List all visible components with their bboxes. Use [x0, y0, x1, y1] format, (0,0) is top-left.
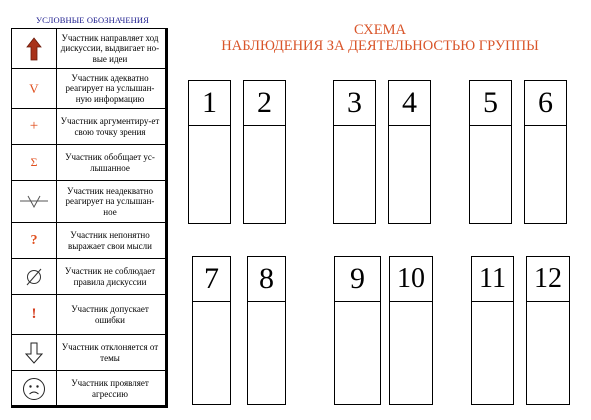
plus-icon: + — [29, 118, 39, 134]
group-number: 12 — [527, 257, 569, 302]
group-number: 2 — [244, 81, 285, 126]
group-box-11 — [471, 256, 514, 405]
group-number: 10 — [390, 257, 432, 302]
group-box-10 — [389, 256, 433, 405]
group-number: 9 — [335, 257, 380, 302]
group-number: 1 — [189, 81, 230, 126]
group-box-2 — [243, 80, 286, 224]
exclamation-icon: ! — [31, 306, 37, 322]
legend-row — [12, 69, 165, 109]
crossed-v-icon — [12, 181, 56, 222]
legend-row — [12, 29, 165, 69]
legend-row — [12, 371, 165, 406]
group-box-12 — [526, 256, 570, 405]
sigma-icon: Σ — [30, 155, 38, 169]
group-number: 4 — [389, 81, 430, 126]
group-box-7 — [192, 256, 231, 405]
legend-table — [11, 28, 168, 408]
legend-row — [12, 259, 165, 295]
legend-text: Участник непонятно выражает свои мысли — [56, 223, 163, 258]
legend-row — [12, 145, 165, 181]
legend-row — [12, 109, 165, 145]
legend-row — [12, 181, 165, 223]
group-number: 3 — [334, 81, 375, 126]
legend-text: Участник допускает ошибки — [56, 295, 163, 334]
scheme-title: СХЕМА — [354, 22, 406, 38]
legend-text: Участник не соблюдает правила дискуссии — [56, 259, 163, 294]
empty-set-icon — [12, 259, 56, 294]
group-number: 8 — [248, 257, 285, 302]
legend-text: Участник адекватно реагирует на услышан-ную информацию — [56, 69, 163, 108]
legend-row — [12, 335, 165, 371]
legend-text: Участник проявляет агрессию — [56, 371, 163, 406]
legend-text: Участник аргументиру-ет свою точку зрения — [56, 109, 163, 144]
group-number: 6 — [525, 81, 566, 126]
group-box-5 — [469, 80, 512, 224]
group-number: 7 — [193, 257, 230, 302]
group-number: 11 — [472, 257, 513, 302]
sad-face-icon — [12, 371, 56, 406]
group-number: 5 — [470, 81, 511, 126]
scheme-subtitle: НАБЛЮДЕНИЯ ЗА ДЕЯТЕЛЬНОСТЬЮ ГРУППЫ — [221, 38, 539, 54]
question-mark-icon: ? — [30, 232, 38, 248]
group-box-8 — [247, 256, 286, 405]
group-box-6 — [524, 80, 567, 224]
legend-text: Участник обобщает ус-лышанное — [56, 145, 163, 180]
legend-row — [12, 223, 165, 259]
group-box-3 — [333, 80, 376, 224]
group-box-4 — [388, 80, 431, 224]
legend-row — [12, 295, 165, 335]
group-box-1 — [188, 80, 231, 224]
legend-text: Участник неадекватно реагирует на услышан-ное — [56, 181, 163, 222]
legend-text: Участник отклоняется от темы — [56, 335, 163, 370]
thick-up-arrow-icon — [12, 29, 56, 68]
legend-text: Участник направляет ход дискуссии, выдвигает но-вые идеи — [56, 29, 163, 68]
check-v-icon: V — [29, 80, 39, 96]
outline-down-arrow-icon — [12, 335, 56, 370]
group-box-9 — [334, 256, 381, 405]
legend-title: УСЛОВНЫЕ ОБОЗНАЧЕНИЯ — [36, 15, 149, 25]
